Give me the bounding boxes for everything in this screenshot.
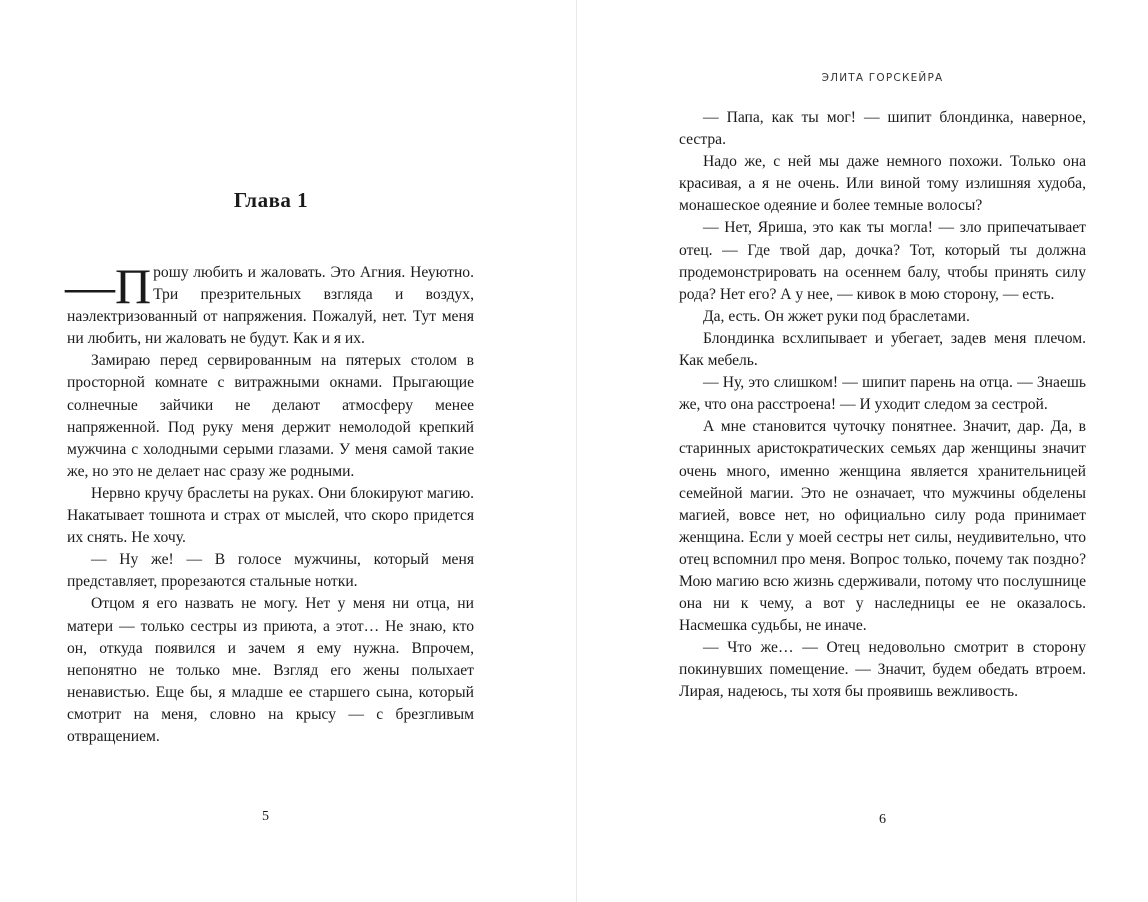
paragraph — [65, 258, 474, 350]
paragraph: А мне становится чуточку понятнее. Значит, дар. Да, в старинных аристократических семьях дар женщины значит очень много, именно женщина является хранительницей семейной магии. Это не означает, что мужчины обделены магией, вовсе нет, но официально силу рода принимает женщина. Если у моей сестры нет силы, неудивительно, что отец вспомнил про меня. Вопрос только, почему так поздно? Мою магию всю жизнь сдерживали, потому что послушнице она ни к чему, а вот у наследницы ее не оказалось. Насмешка судьбы, не иначе. — [679, 418, 1086, 635]
paragraph-text: рошу любить и жаловать. Это Агния. Неуютно. Три презрительных взгляда и воздух, наэлектризованный от напряжения. Пожалуй, нет. Тут меня ни любить, ни жаловать не будут. Как и я их. — [67, 264, 474, 348]
paragraph: Нервно кручу браслеты на руках. Они блокируют магию. Накатывает тошнота и страх от мыслей, что скоро придется их снять. Не хочу. — [67, 484, 474, 547]
chapter-title: Глава 1 — [233, 188, 309, 212]
paragraph: Да, есть. Он жжет руки под браслетами. — [703, 307, 970, 325]
paragraph: — Ну, это слишком! — шипит парень на отца. — Знаешь же, что она расстроена! — И уходит следом за сестрой. — [679, 374, 1086, 414]
paragraph: — Ну же! — В голосе мужчины, который меня представляет, прорезаются стальные нотки. — [67, 551, 474, 591]
page-number: 5 — [262, 809, 269, 824]
paragraph: Замираю перед сервированным на пятерых столом в просторной комнате с витражными окнами. Прыгающие солнечные зайчики не делают атмосферу менее напряженной. Под руку меня держит немолодой крепкий мужчина с холодными серыми глазами. У меня самой такие же, но это не делает нас сразу же родными. — [67, 352, 474, 480]
paragraph: — Что же… — Отец недовольно смотрит в сторону покинувших помещение. — Значит, будем обедать втроем. Лирая, надеюсь, ты хотя бы проявишь вежливость. — [679, 639, 1086, 701]
running-head: ЭЛИТА ГОРСКЕЙРА — [821, 72, 944, 84]
paragraph: — Папа, как ты мог! — шипит блондинка, наверное, сестра. — [679, 109, 1086, 149]
drop-cap: —П — [65, 258, 152, 314]
paragraph: Надо же, с ней мы даже немного похожи. Только она красивая, а я не очень. Или виной тому излишняя худоба, монашеское одеяние и более темные волосы? — [679, 153, 1086, 215]
paragraph: Блондинка всхлипывает и убегает, задев меня плечом. Как мебель. — [679, 329, 1086, 370]
right-page-text — [679, 107, 1086, 704]
left-page-text — [65, 258, 474, 748]
page-number: 6 — [879, 812, 886, 827]
paragraph: — Нет, Яриша, это как ты могла! — зло припечатывает отец. — Где твой дар, дочка? Тот, который ты должна продемонстрировать на осеннем балу, чтобы принять силу рода? Нет его? А у нее, — кивок в мою сторону, — есть. — [679, 219, 1086, 303]
paragraph: Отцом я его назвать не могу. Нет у меня ни отца, ни матери — только сестры из приюта, а этот… Не знаю, кто он, откуда появился и зачем я ему нужна. Впрочем, непонятно не только мне. Взгляд его жены полыхает ненавистью. Еще бы, я младше ее старшего сына, который смотрит на меня, словно на крысу — с брезгливым отвращением. — [67, 595, 474, 745]
right-page — [577, 0, 1148, 902]
